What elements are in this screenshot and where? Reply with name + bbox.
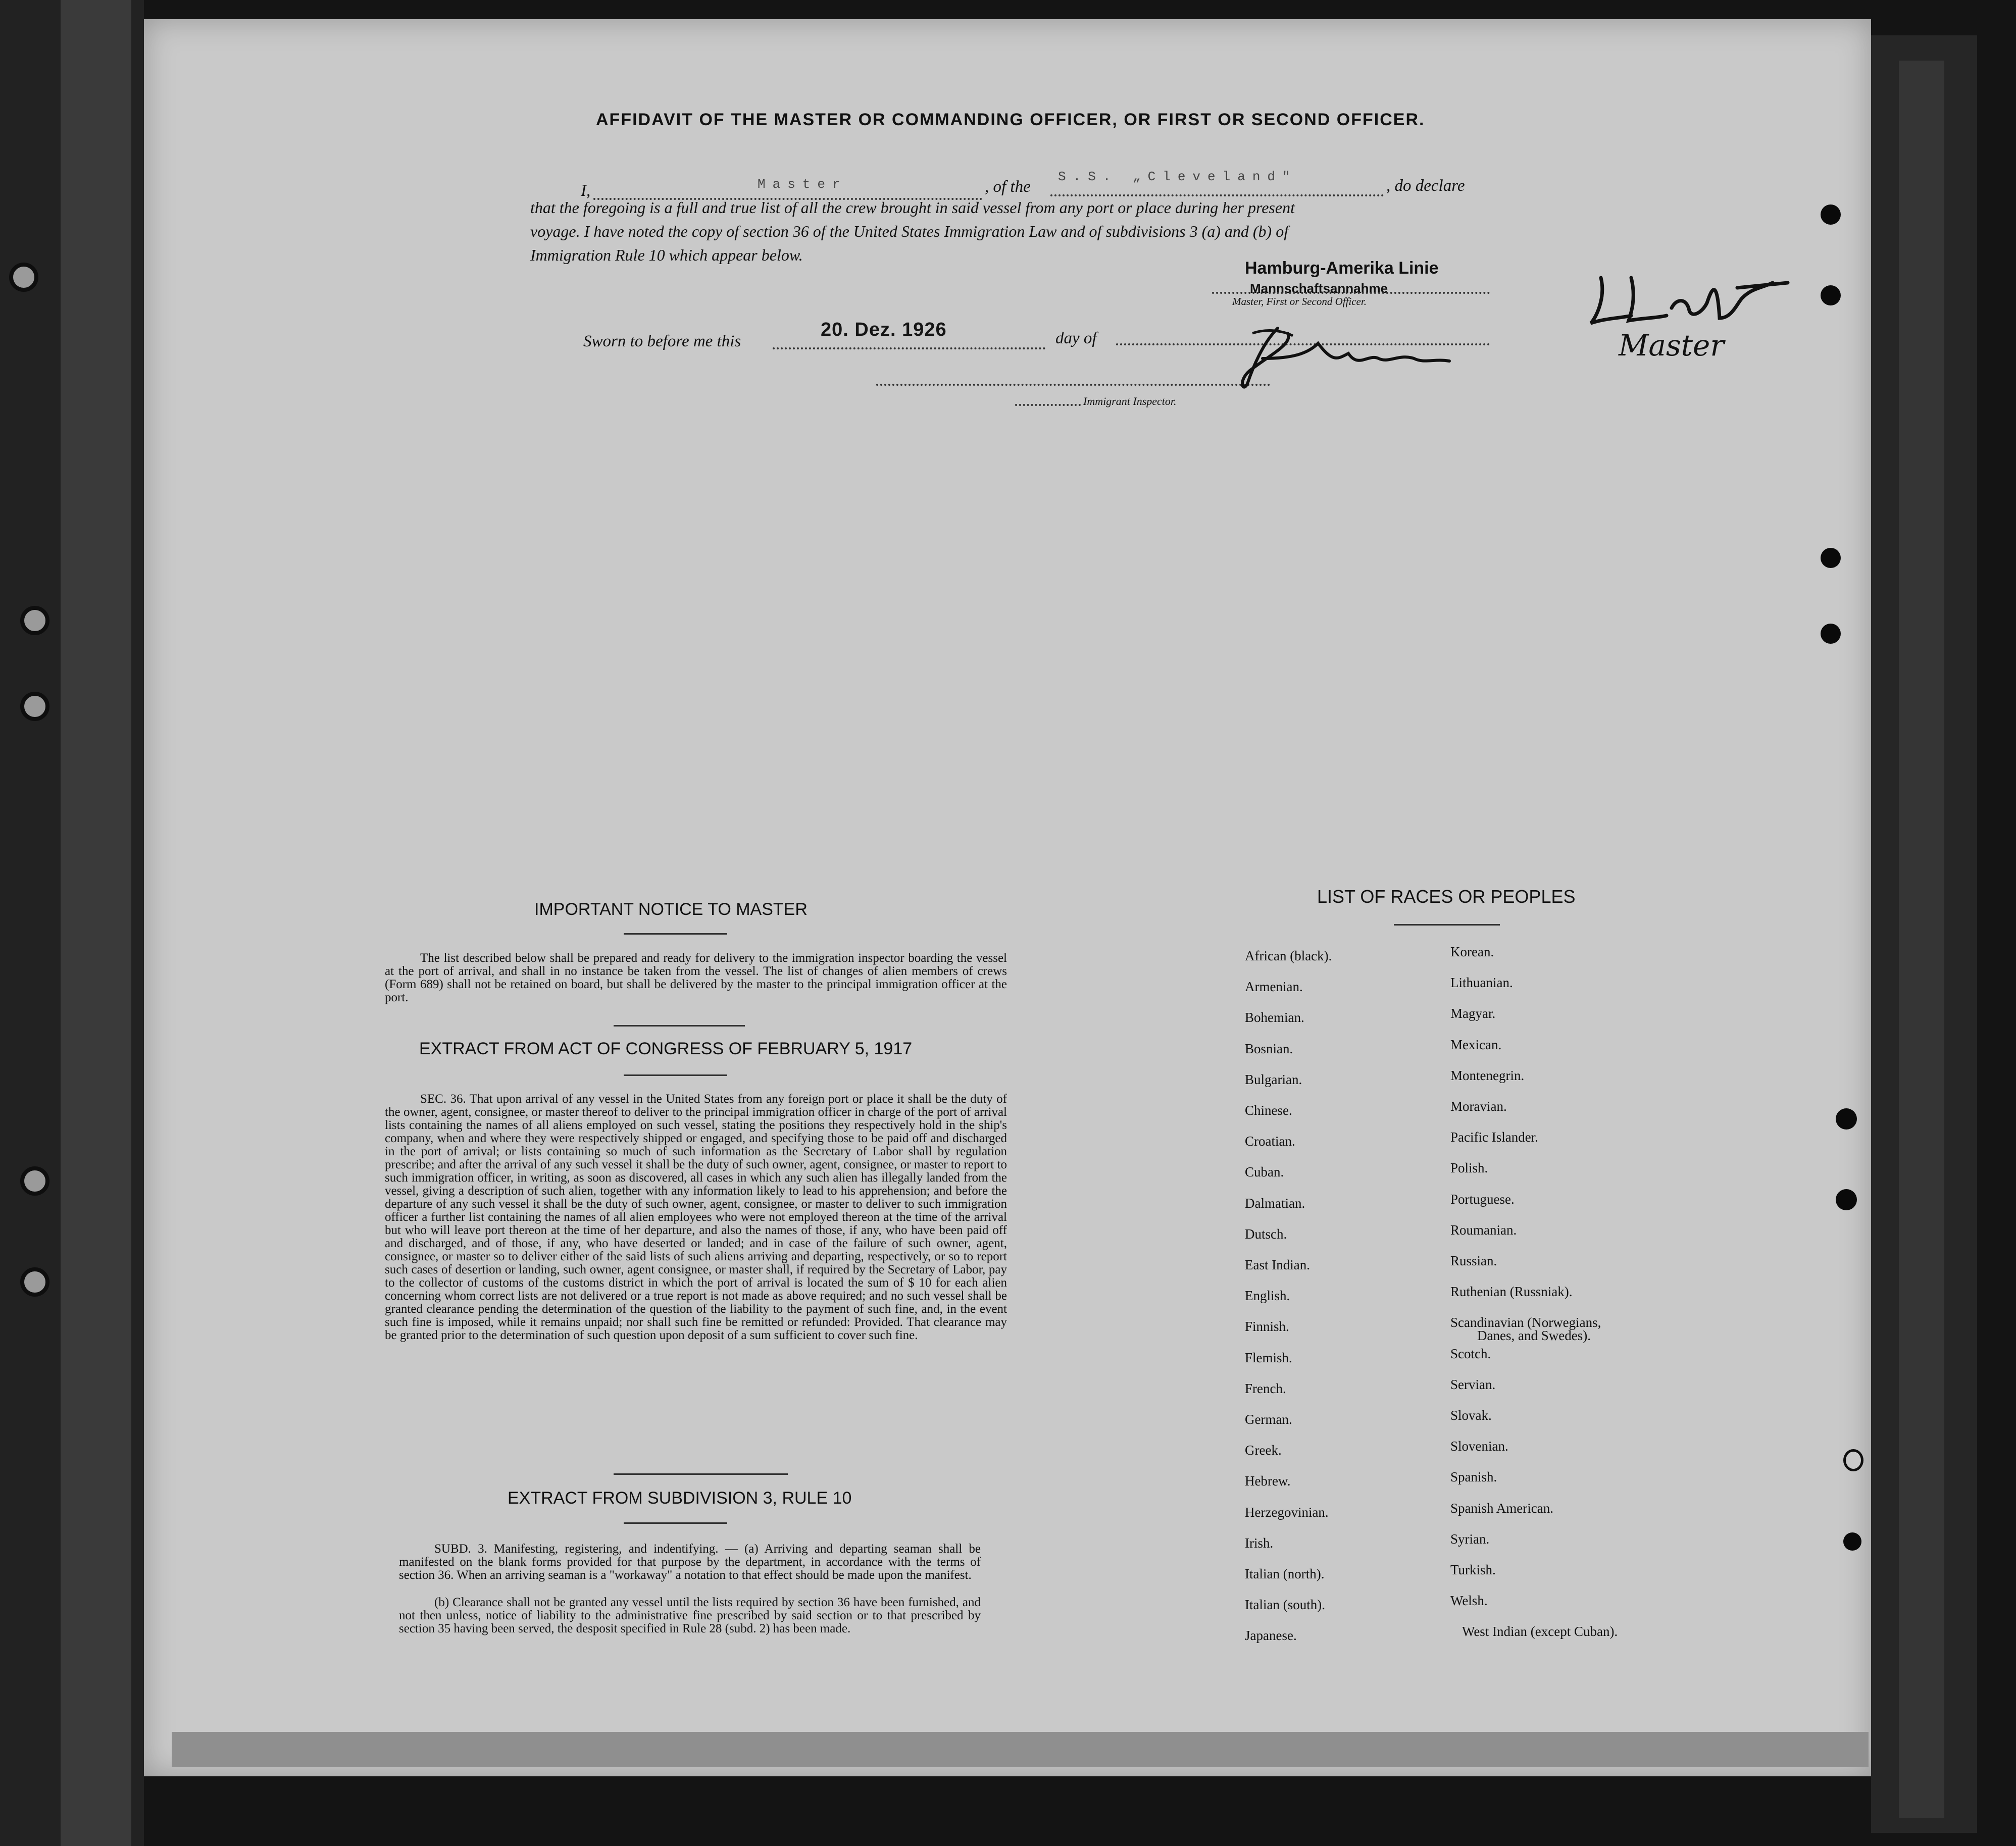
race-item: Bohemian. — [1245, 1010, 1304, 1025]
sworn-fill-line — [773, 347, 1045, 349]
officer-fill-line — [1212, 292, 1490, 294]
race-item: Scandinavian (Norwegians, — [1450, 1315, 1601, 1330]
race-item: Slovenian. — [1450, 1439, 1508, 1454]
race-item: Greek. — [1245, 1443, 1282, 1458]
extract-act-title: EXTRACT FROM ACT OF CONGRESS OF FEBRUARY 5, 1917 — [419, 1039, 913, 1058]
company-stamp-sub: Mannschaftsannahme — [1250, 281, 1388, 296]
race-item: French. — [1245, 1381, 1286, 1396]
race-item-continuation: Danes, and Swedes). — [1477, 1328, 1591, 1343]
races-title: LIST OF RACES OR PEOPLES — [1317, 886, 1576, 907]
officer-caption: Master, First or Second Officer. — [1232, 295, 1367, 307]
race-item: Polish. — [1450, 1160, 1488, 1175]
race-item: Pacific Islander. — [1450, 1130, 1538, 1145]
punch-hole — [1843, 1532, 1861, 1551]
punch-hole — [1821, 204, 1841, 225]
extract-rule-title: EXTRACT FROM SUBDIVISION 3, RULE 10 — [508, 1489, 852, 1508]
affidavit-i: I, — [581, 182, 591, 200]
ship-fill-line — [1050, 194, 1384, 196]
races-title-rule — [1394, 924, 1500, 926]
race-item: Italian (south). — [1245, 1597, 1325, 1612]
rule-top-rule — [614, 1473, 788, 1475]
race-item: Welsh. — [1450, 1593, 1488, 1608]
inspector-fill-line-1 — [876, 384, 1270, 386]
do-declare-label: , do declare — [1386, 177, 1465, 195]
race-item: East Indian. — [1245, 1257, 1310, 1272]
binder-ring — [20, 606, 49, 635]
punch-hole — [1821, 285, 1841, 305]
day-of-label: day of — [1055, 329, 1097, 347]
race-item: English. — [1245, 1288, 1290, 1303]
affidavit-title: AFFIDAVIT OF THE MASTER OR COMMANDING OFFICER, OR FIRST OR SECOND OFFICER. — [596, 110, 1425, 129]
race-item: Magyar. — [1450, 1006, 1496, 1021]
act-top-rule — [614, 1025, 745, 1027]
extract-rule-para-1: SUBD. 3. Manifesting, registering, and indentifying. — (a) Arriving and departing seaman shall be manifested on the blank forms provided for that purpose by the department, in accordance with the terms of section 36. When an arriving seaman is a "workaway" a notation to that effect should be made upon the manifest. — [399, 1542, 981, 1582]
inspector-fill-line-2 — [1015, 404, 1081, 406]
race-item: Flemish. — [1245, 1350, 1292, 1365]
race-item: Servian. — [1450, 1377, 1496, 1392]
sworn-label: Sworn to before me this — [583, 332, 741, 350]
race-item: Russian. — [1450, 1253, 1497, 1268]
notice-text: The list described below shall be prepared and ready for delivery to the immigration inspector boarding the vessel at the port of arrival, and shall in no instance be taken from the vessel. The list of changes of alien members of crews (Form 689) shall not be retained on board, but shall be delivered by the master to the principal immigration officer at the port. — [385, 951, 1007, 1004]
race-item: Korean. — [1450, 944, 1494, 959]
race-item: Roumanian. — [1450, 1222, 1517, 1238]
notice-title-rule — [624, 933, 727, 935]
race-item: Croatian. — [1245, 1134, 1295, 1149]
race-item: Slovak. — [1450, 1408, 1492, 1423]
race-item: Syrian. — [1450, 1531, 1490, 1547]
race-item: Herzegovinian. — [1245, 1505, 1329, 1520]
extract-rule-para-2: (b) Clearance shall not be granted any vessel until the lists required by section 36 have been furnished, and not then unless, notice of liability to the administrative fine prescribed by said section or to that prescribed by section 35 having been served, the desposit specified in Rule 28 (subd. 2) has been made. — [399, 1596, 981, 1635]
company-stamp: Hamburg-Amerika Linie — [1245, 259, 1439, 278]
race-item: German. — [1245, 1412, 1292, 1427]
race-item: Spanish. — [1450, 1469, 1497, 1484]
notice-title: IMPORTANT NOTICE TO MASTER — [534, 900, 808, 919]
race-item: Chinese. — [1245, 1103, 1292, 1118]
race-item: Mexican. — [1450, 1037, 1502, 1052]
race-item: African (black). — [1245, 948, 1332, 963]
master-typed: Master — [758, 177, 847, 192]
race-item: Irish. — [1245, 1535, 1274, 1551]
binder-ring — [20, 692, 49, 721]
affidavit-line-2: that the foregoing is a full and true list of all the crew brought in said vessel from any port or place during her present — [530, 198, 1295, 217]
punch-hole — [1836, 1189, 1857, 1210]
binder-ring — [20, 1267, 49, 1297]
race-item: Japanese. — [1245, 1628, 1297, 1643]
race-item: Moravian. — [1450, 1099, 1507, 1114]
race-item: Hebrew. — [1245, 1473, 1291, 1489]
punch-hole — [1836, 1108, 1857, 1130]
inspector-signature — [1232, 323, 1454, 394]
act-title-rule — [624, 1074, 727, 1076]
extract-act-text: SEC. 36. That upon arrival of any vessel in the United States from any foreign port or place it shall be the duty of the owner, agent, consignee, or master thereof to deliver to the principal immigration officer in charge of the port of arrival lists containing the names of all aliens employed on such vessel, stating the positions they respectively hold in the ship's company, when and where they were respectively shipped or engaged, and specifying those to be paid off and discharged in the port of arrival; or lists containing so much of such information as the Secretary of Labor shall by regulation prescribe; and after the arrival of any such vessel it shall be the duty of such owner, agent, consignee, or master to report to such immigration officer, in writing, as soon as discovered, all cases in which any such alien has illegally landed from the vessel, giving a description of such alien, together with any information likely to lead to his apprehension; and before the departure of any such vessel it shall be the duty of such owner, agent, consignee, or master to deliver to such immigration officer a further list containing the names of all alien employees who were not employed thereon at the time of the arrival but who will leave port thereon at the time of her departure, and also the names of those, if any, who have been paid off and discharged, and of those, if any, who have deserted or landed; and in case of the failure of such owner, agent, consignee, or master so to deliver either of the said lists of such aliens arriving and departing, respectively, or so to report such cases of desertion or landing, such owner, agent consignee, or master shall, if required by the Secretary of Labor, pay to the collector of customs of the customs district in which the port of arrival is located the sum of $ 10 for each alien concerning whom correct lists are not delivered or a true report is not made as above required; and no such vessel shall be granted clearance pending the determination of the question of the liability to the payment of such fine, and, in the event such fine is imposed, while it remains unpaid; nor shall such fine be remitted or refunded: Provided. That clearance may be granted prior to the determination of such question upon deposit of a sum sufficient to cover such fine. — [385, 1092, 1007, 1342]
left-binder-strip — [61, 0, 131, 1846]
ship-typed: S.S. „Cleveland" — [1058, 169, 1297, 184]
race-item: Montenegrin. — [1450, 1068, 1525, 1083]
inspector-caption: Immigrant Inspector. — [1083, 395, 1177, 407]
affidavit-line-3: voyage. I have noted the copy of section 36 of the United States Immigration Law and of subdivisions 3 (a) and (b) of — [530, 222, 1289, 240]
race-item: Bosnian. — [1245, 1041, 1293, 1056]
sworn-date-stamp: 20. Dez. 1926 — [821, 319, 947, 340]
race-item: Portuguese. — [1450, 1192, 1515, 1207]
binder-ring — [9, 263, 38, 292]
race-item: Ruthenian (Russniak). — [1450, 1284, 1573, 1299]
race-item: Armenian. — [1245, 979, 1303, 994]
master-signature-caption: Master — [1619, 328, 1725, 363]
punch-hole — [1821, 624, 1841, 644]
race-item: Scotch. — [1450, 1346, 1491, 1361]
race-item: Finnish. — [1245, 1319, 1289, 1334]
race-item: Cuban. — [1245, 1164, 1284, 1180]
rule-title-rule — [624, 1522, 727, 1524]
race-item: Italian (north). — [1245, 1566, 1325, 1581]
of-the-label: , of the — [985, 178, 1031, 196]
page-bottom-shadow — [172, 1732, 1869, 1767]
race-item: Lithuanian. — [1450, 975, 1513, 990]
race-item: Dalmatian. — [1245, 1196, 1305, 1211]
race-item: West Indian (except Cuban). — [1462, 1624, 1618, 1639]
right-inner-strip — [1899, 61, 1944, 1818]
punch-hole-ring — [1843, 1449, 1863, 1471]
binder-ring — [20, 1166, 49, 1196]
punch-hole — [1821, 548, 1841, 568]
race-item: Turkish. — [1450, 1562, 1496, 1577]
race-item: Spanish American. — [1450, 1501, 1553, 1516]
affidavit-line-4: Immigration Rule 10 which appear below. — [530, 246, 803, 264]
race-item: Bulgarian. — [1245, 1072, 1302, 1087]
master-signature — [1586, 268, 1798, 328]
race-item: Dutsch. — [1245, 1226, 1287, 1242]
